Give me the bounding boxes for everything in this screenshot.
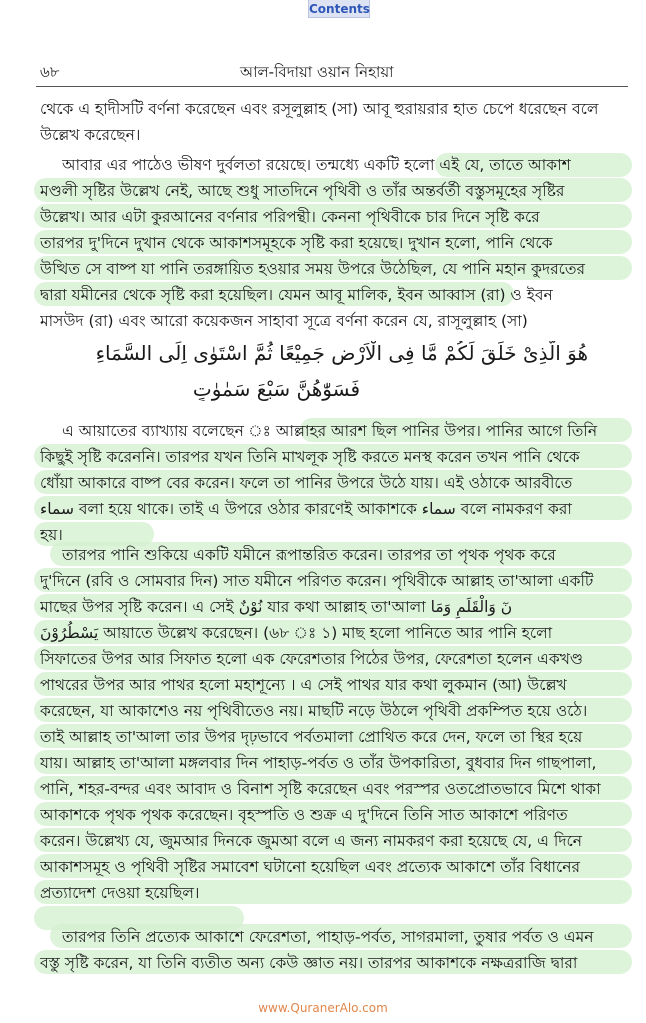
text-line: আকাশকে পৃথক পৃথক করেছেন। বৃহস্পতি ও শুক্র এ দু'দিনে তিনি সাত আকাশে পরিণত (40, 806, 568, 824)
footer-website-link[interactable]: www.QuranerAlo.com (258, 1001, 388, 1015)
text-line: থেকে এ হাদীসটি বর্ণনা করেছেন এবং রসূলুল্লাহ (সা) আবূ হুরায়রার হাত চেপে ধরেছেন বলে (40, 100, 599, 118)
contents-button[interactable]: Contents (309, 2, 370, 16)
text-line: দ্বারা যমীনের থেকে সৃষ্টি করা হয়েছিল। যেমন আবূ মালিক, ইবন আব্বাস (রা) ও ইবন (40, 286, 553, 304)
text-line: আবার এর পাঠেও ভীষণ দুর্বলতা রয়েছে। তন্মধ্যে একটি হলো এই যে, তাতে আকাশ (62, 156, 571, 174)
text-line: سماء বলা হয়ে থাকে। তাই এ উপরে ওঠার কারণেই আকাশকে سماء বলে নামকরণ করা (40, 500, 572, 518)
text-line: উল্লেখ। আর এটা কুরআনের বর্ণনার পরিপন্থী। কেননা পৃথিবীকে চার দিনে সৃষ্টি করে (40, 208, 540, 226)
text-line: করেন। উল্লেখ্য যে, জুমআর দিনকে জুমআ বলে এ জন্য নামকরণ করা হয়েছে যে, এ দিনে (40, 832, 582, 850)
text-line: করেছেন, যা আকাশেও নয় পৃথিবীতেও নয়। মাছটি নড়ে উঠলে পৃথিবী প্রকম্পিত হয়ে ওঠে। (40, 702, 588, 720)
text-line: যায়। আল্লাহ তা'আলা মঙ্গলবার দিন পাহাড়-পর্বত ও তাঁর উপকারিতা, বুধবার দিন গাছপালা, (40, 754, 597, 772)
text-line: আকাশসমূহ ও পৃথিবী সৃষ্টির সমাবেশ ঘটানো হয়েছিল এবং প্রত্যেক আকাশে তাঁর বিধানের (40, 858, 581, 876)
text-line: তাই আল্লাহ তা'আলা তার উপর দৃঢ়ভাবে পর্বতমালা প্রোথিত করে দেন, ফলে তা স্থির হয়ে (40, 728, 583, 746)
header-rule (36, 86, 628, 87)
text-line: কিছুই সৃষ্টি করেননি। তারপর যখন তিনি মাখলূক সৃষ্টি করতে মনস্থ করেন তখন পানি থেকে (40, 448, 580, 466)
text-line: ধোঁয়া আকারে বাষ্প বের করেন। ফলে তা পানির উপরে উঠে যায়। এই ওঠাকে আরবীতে (40, 474, 573, 492)
text-line: তারপর তিনি প্রত্যেক আকাশে ফেরেশতা, পাহাড়-পর্বত, সাগরমালা, তুষার পর্বত ও এমন (62, 928, 594, 946)
text-line: মাছের উপর সৃষ্টি করেন। এ সেই نُوْنٌ যার কথা আল্লাহ তা'আলা نٓ وَالْقَلَمِ وَمَا (40, 598, 513, 616)
page-title: আল-বিদায়া ওয়ান নিহায়া (240, 63, 394, 81)
arabic-verse-line: فَسَوّٰهُنَّ سَبْعَ سَمٰوٰتٍ (192, 377, 360, 401)
text-line: বস্তু সৃষ্টি করেন, যা তিনি ব্যতীত অন্য কেউ জ্ঞাত নয়। তারপর আকাশকে নক্ষত্ররাজি দ্বারা (40, 954, 578, 972)
text-line: এ আয়াতের ব্যাখ্যায় বলেছেন ঃ আল্লাহর আরশ ছিল পানির উপর। পানির আগে তিনি (62, 422, 598, 440)
text-line: মাসউদ (রা) এবং আরো কয়েকজন সাহাবা সূত্রে বর্ণনা করেন যে, রাসূলুল্লাহ (সা) (40, 312, 528, 330)
text-line: পাথরের উপর আর পাথর হলো মহাশূন্যে । এ সেই পাথর যার কথা লুকমান (আ) উল্লেখ (40, 676, 567, 694)
text-line: পানি, শহর-বন্দর এবং আবাদ ও বিনাশ সৃষ্টি করেছেন এবং পরস্পর ওতপ্রোতভাবে মিশে থাকা (40, 780, 601, 798)
text-line: হয়। (40, 526, 63, 544)
text-line: প্রত্যাদেশ দেওয়া হয়েছিল। (40, 884, 200, 902)
text-line: দু'দিনে (রবি ও সোমবার দিন) সাত যমীনে পরিণত করেন। পৃথিবীকে আল্লাহ তা'আলা একটি (40, 572, 594, 590)
text-line: মণ্ডলী সৃষ্টির উল্লেখ নেই, আছে শুধু সাতদিনে পৃথিবী ও তাঁর অন্তর্বর্তী বস্তুসমূহের সৃষ্টির (40, 182, 565, 200)
arabic-verse-line: هُوَ الَّذِىْ خَلَقَ لَكُمْ مَّا فِى الْاَرْضِ جَمِيْعًا ثُمَّ اسْتَوٰى اِلَى السَّمَاءِ (95, 341, 588, 365)
text-line: উত্থিত সে বাষ্প যা পানি তরঙ্গায়িত হওয়ার সময় উপরে উঠেছিল, যে পানি মহান কুদরতের (40, 260, 586, 278)
text-line: উল্লেখ করেছেন। (40, 126, 141, 144)
text-line: তারপর পানি শুকিয়ে একটি যমীনে রূপান্তরিত করেন। তারপর তা পৃথক পৃথক করে (62, 546, 556, 564)
text-line: يَسْطُرُوْنَ আয়াতে উল্লেখ করেছেন। (৬৮ ঃ ১) মাছ হলো পানিতে আর পানি হলো (40, 624, 553, 642)
page-number: ৬৮ (40, 63, 60, 81)
text-line: সিফাতের উপর আর সিফাত হলো এক ফেরেশতার পিঠের উপর, ফেরেশতা হলেন একখণ্ড (40, 650, 584, 668)
text-line: তারপর দু'দিনে দুখান থেকে আকাশসমূহকে সৃষ্টি করা হয়েছে। দুখান হলো, পানি থেকে (40, 234, 553, 252)
